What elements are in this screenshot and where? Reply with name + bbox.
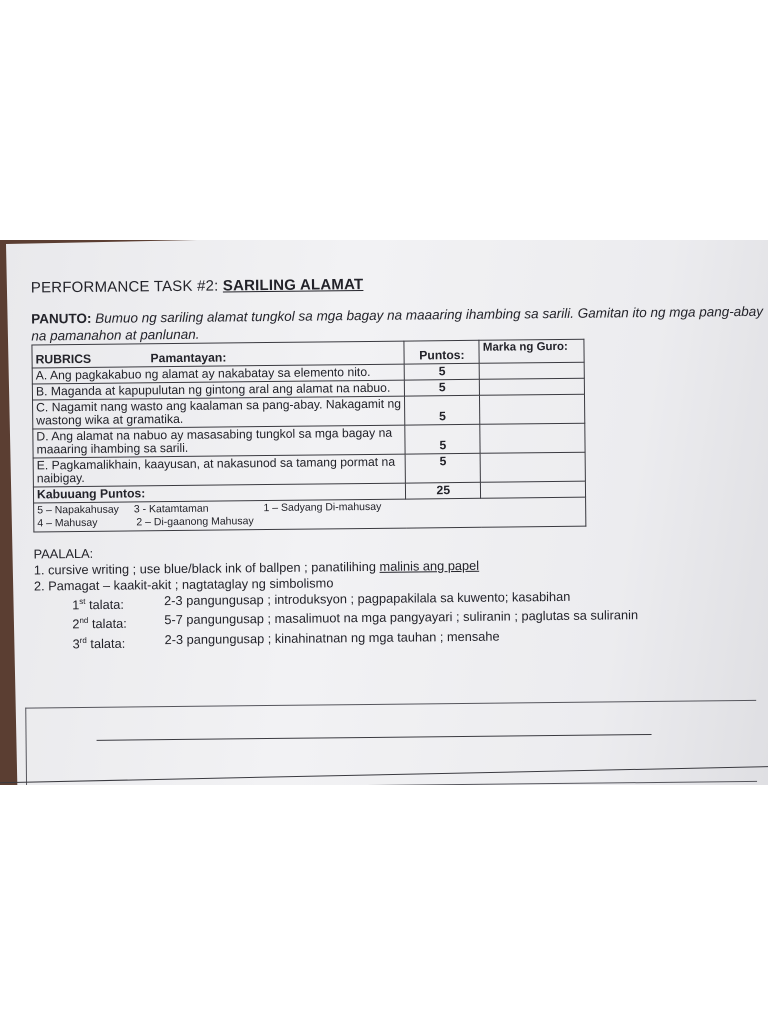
header-rubrics: RUBRICS Pamantayan: bbox=[32, 341, 404, 368]
grade-cell bbox=[480, 394, 585, 424]
header-marka: Marka ng Guro: bbox=[479, 339, 584, 363]
reminders-heading: PAALALA: bbox=[33, 545, 94, 562]
table-row: D. Ang alamat na nabuo ay masasabing tungkol sa mga bagay na maaaring ihambing sa sarili. 5 bbox=[33, 423, 585, 458]
instructions bbox=[31, 303, 768, 345]
paper-sheet bbox=[6, 240, 768, 785]
grade-cell bbox=[480, 362, 585, 379]
grade-cell bbox=[480, 423, 585, 453]
title-main: SARILING ALAMAT bbox=[222, 276, 364, 295]
talata-item: 2nd talata: 5-7 pangungusap ; masalimuot na mga pangyayari ; suliranin ; paglutas sa suliranin bbox=[72, 607, 639, 632]
writing-box bbox=[25, 700, 757, 785]
reminders bbox=[34, 539, 768, 653]
document-title bbox=[31, 272, 768, 297]
title-prefix: PERFORMANCE TASK #2: bbox=[30, 277, 223, 297]
grade-cell bbox=[480, 378, 585, 395]
table-row: A. Ang pagkakabuo ng alamat ay nakabatay sa elemento nito. 5 bbox=[32, 362, 584, 384]
table-row: B. Maganda at kapupulutan ng gintong aral ang alamat na nabuo. 5 bbox=[32, 378, 584, 400]
talata-item: 1st talata: 2-3 pangungusap ; introduksyon ; pagpapakilala sa kuwento; kasabihan bbox=[72, 588, 571, 613]
header-puntos: Puntos: bbox=[404, 340, 479, 364]
instructions-label: PANUTO: bbox=[31, 310, 92, 327]
table-row: C. Nagamit nang wasto ang kaalaman sa pang-abay. Nakagamit ng wastong wika at gramatika. 5 bbox=[33, 394, 585, 429]
instructions-text: Bumuo ng sariling alamat tungkol sa mga bagay na maaaring ihambing sa sarili. Gamitan ito ng mga pang-abay na pamanahon at panlunan. bbox=[31, 303, 764, 344]
total-row: Kabuuang Puntos: 25 bbox=[33, 481, 585, 503]
reminder-item: 2. Pamagat – kaakit-akit ; nagtataglay ng simbolismo bbox=[33, 575, 334, 594]
scale-row bbox=[34, 497, 586, 532]
title-line bbox=[97, 734, 652, 741]
rubrics-table bbox=[31, 339, 586, 533]
document-content bbox=[31, 272, 768, 653]
rating-scale: 5 – Napakahusay 3 - Katamtaman 1 – Sadyang Di-mahusay 4 – Mahusay 2 – Di-gaanong Mahusay bbox=[34, 497, 586, 532]
table-row: E. Pagkamalikhain, kaayusan, at nakasunod sa tamang pormat na naibigay. 5 bbox=[33, 452, 585, 487]
talata-item: 3rd talata: 2-3 pangungusap ; kinahinatnan ng mga tauhan ; mensahe bbox=[72, 628, 500, 651]
grade-cell bbox=[480, 452, 585, 482]
document-photo bbox=[0, 240, 768, 785]
reminder-item: 1. cursive writing ; use blue/black ink of ballpen ; panatilihing malinis ang papel bbox=[33, 557, 480, 578]
